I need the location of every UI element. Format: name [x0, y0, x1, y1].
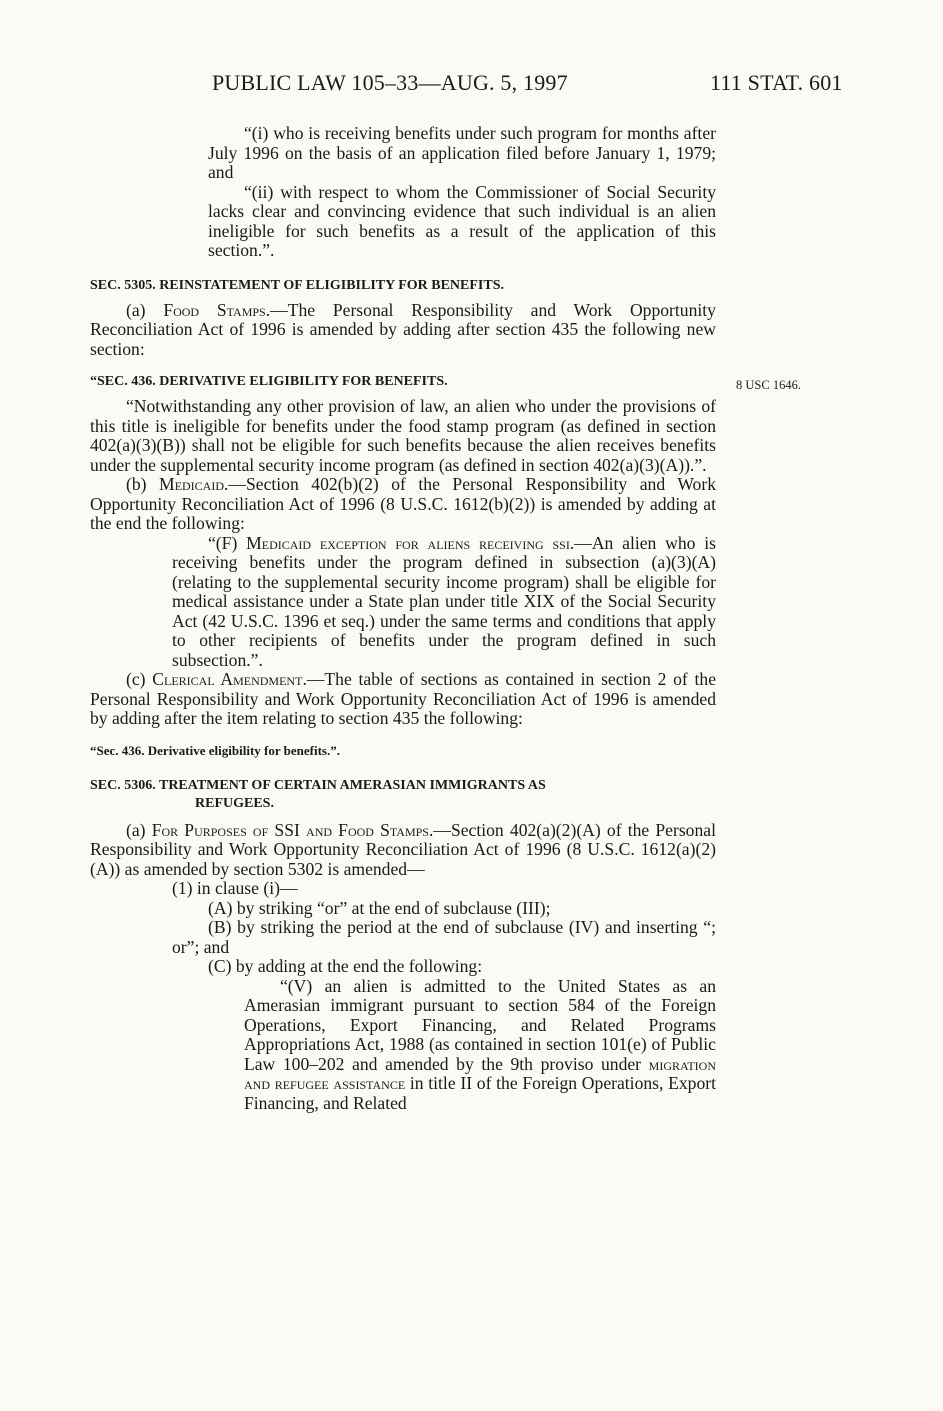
subsection-a-ssi: (a) For Purposes of SSI and Food Stamps.—Section 402(a)(2)(A) of the Personal Responsibility and Work Opportunity Reconciliation Act of 1996 (8 U.S.C. 1612(a)(2)(A)) as amended by section 5302 is amended— — [90, 819, 716, 879]
subsection-a: (a) Food Stamps.—The Personal Responsibility and Work Opportunity Reconciliation Act of 1996 is amended by adding after section 435 the following new section: — [90, 299, 716, 359]
document-body — [90, 124, 716, 1113]
paragraph-1: (1) in clause (i)— — [172, 878, 298, 898]
subparagraph-f: “(F) Medicaid exception for aliens receiving ssi.—An alien who is receiving benefits under the program defined in subsection (a)(3)(A) (relating to the supplemental security income program) shall be eligible for medical assistance under a State plan under title XIX of the Social Security Act (42 U.S.C. 1396 et seq.) under the same terms and conditions that apply to other recipients of benefits under the program defined in such subsection.”. — [172, 532, 716, 670]
clause-ii: “(ii) with respect to whom the Commissioner of Social Security lacks clear and convincing evidence that such individual is an alien ineligible for such benefits as a result of the application of this section.”. — [208, 181, 716, 260]
subparagraph-c: (C) by adding at the end the following: — [208, 956, 483, 976]
table-of-contents-item: “Sec. 436. Derivative eligibility for benefits.”. — [90, 742, 340, 758]
notwithstanding-paragraph: “Notwithstanding any other provision of law, an alien who under the provisions of this title is ineligible for benefits under the food stamp program (as defined in section 402(a)(3)(B)) shall not be eligible for such benefits because the alien receives benefits under the supplemental security income program (as defined in section 402(a)(3)(A)).”. — [90, 396, 716, 475]
subparagraph-a: (A) by striking “or” at the end of subclause (III); — [208, 897, 551, 918]
page-citation: 111 STAT. 601 — [710, 70, 843, 95]
running-header: PUBLIC LAW 105–33—AUG. 5, 1997 — [212, 70, 568, 95]
subclause-v: “(V) an alien is admitted to the United States as an Amerasian immigrant pursuant to section 584 of the Foreign Operations, Export Financing, and Related Programs Appropriations Act, 1988 (as contained in section 101(e) of Public Law 100–202 and amended by the 9th proviso under migration and refugee assistance in title II of the Foreign Operations, Export Financing, and Related — [244, 975, 717, 1113]
margin-note: 8 USC 1646. — [736, 378, 801, 392]
clause-i: “(i) who is receiving benefits under such program for months after July 1996 on the basis of an application filed before January 1, 1979; and — [208, 123, 716, 182]
subparagraph-b: (B) by striking the period at the end of subclause (IV) and inserting “; or”; and — [172, 917, 716, 957]
subsection-b: (b) Medicaid.—Section 402(b)(2) of the Personal Responsibility and Work Opportunity Reconciliation Act of 1996 (8 U.S.C. 1612(b)(2)) is amended by adding at the end the following: — [90, 474, 716, 533]
section-heading-5306: SEC. 5306. TREATMENT OF CERTAIN AMERASIAN IMMIGRANTS AS REFUGEES. — [90, 777, 546, 811]
section-heading-5305: SEC. 5305. REINSTATEMENT OF ELIGIBILITY FOR BENEFITS. — [90, 277, 505, 293]
subsection-c: (c) Clerical Amendment.—The table of sections as contained in section 2 of the Personal Responsibility and Work Opportunity Reconciliation Act of 1996 is amended by adding after the item relating to section 435 the following: — [90, 669, 716, 728]
section-heading-436: “SEC. 436. DERIVATIVE ELIGIBILITY FOR BENEFITS. — [90, 374, 448, 389]
